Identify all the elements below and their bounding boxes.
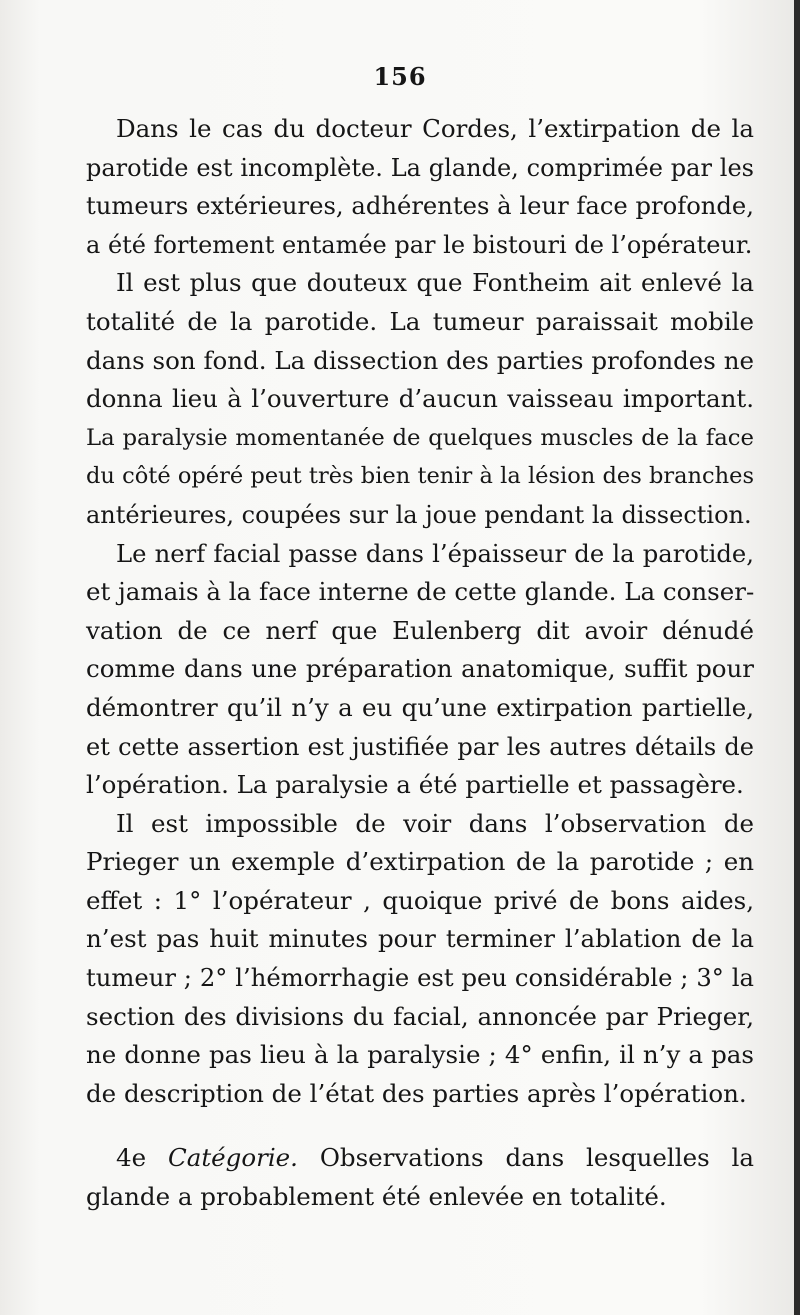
paragraph [86, 805, 754, 1114]
text-line: La paralysie momentanée de quelques muscles de la face [86, 424, 754, 451]
category-text: Observations dans lesquelles la [319, 1143, 754, 1173]
text-line: Il est plus que douteux que Fontheim ait enlevé la [116, 268, 754, 298]
text-line: Dans le cas du docteur Cordes, l’extirpation de la [116, 114, 754, 143]
text-line: comme dans une préparation anatomique, suffit pour [86, 654, 754, 684]
category-title: Catégorie. [167, 1143, 298, 1173]
text-line: Il est impossible de voir dans l’observation de [116, 808, 754, 838]
text-line: tumeurs extérieures, adhérentes à leur face profonde, [86, 191, 754, 221]
text-line: parotide est incomplète. La glande, comprimée par les [86, 153, 754, 182]
text-line: dans son fond. La dissection des parties profondes ne [86, 345, 754, 375]
text-line: de description de l’état des parties après l’opération. [86, 1078, 747, 1108]
text-line: antérieures, coupées sur la joue pendant la dissection. [86, 500, 752, 529]
text-line: vation de ce nerf que Eulenberg dit avoir dénudé [86, 615, 754, 645]
category-line [86, 1139, 754, 1178]
page-edge-shadow [794, 0, 800, 1315]
paragraph [86, 264, 754, 534]
text-line: totalité de la parotide. La tumeur paraissait mobile [86, 306, 754, 336]
text-line: a été fortement entamée par le bistouri de l’opérateur. [86, 230, 753, 259]
text-line: Le nerf facial passe dans l’épaisseur de la parotide, [116, 538, 754, 568]
text-line: et cette assertion est justifiée par les autres détails de [86, 732, 754, 761]
text-line: l’opération. La paralysie a été partielle et passagère. [86, 770, 744, 800]
category-number: 4e [116, 1143, 147, 1173]
page-text [86, 110, 754, 1217]
text-line: et jamais à la face interne de cette glande. La conser- [86, 577, 755, 607]
text-line: démontrer qu’il n’y a eu qu’une extirpation partielle, [86, 692, 754, 722]
text-line: effet : 1° l’opérateur , quoique privé de bons aides, [86, 885, 754, 915]
text-line: ne donne pas lieu à la paralysie ; 4° enfin, il n’y a pas [86, 1040, 754, 1070]
text-line: du côté opéré peut très bien tenir à la lésion des branches [86, 463, 754, 490]
text-line: donna lieu à l’ouverture d’aucun vaisseau important. [86, 384, 754, 414]
text-line: Prieger un exemple d’extirpation de la parotide ; en [86, 847, 754, 877]
page-number: 156 [373, 62, 427, 91]
text-line: section des divisions du facial, annoncée par Prieger, [86, 1001, 754, 1031]
category-line-2: glande a probablement été enlevée en totalité. [86, 1182, 667, 1212]
text-line: tumeur ; 2° l’hémorrhagie est peu considérable ; 3° la [86, 963, 754, 993]
category-heading [86, 1139, 754, 1216]
text-line: n’est pas huit minutes pour terminer l’ablation de la [86, 924, 754, 954]
paragraph [86, 110, 754, 264]
section-gap [86, 1113, 754, 1139]
paragraph [86, 535, 754, 805]
